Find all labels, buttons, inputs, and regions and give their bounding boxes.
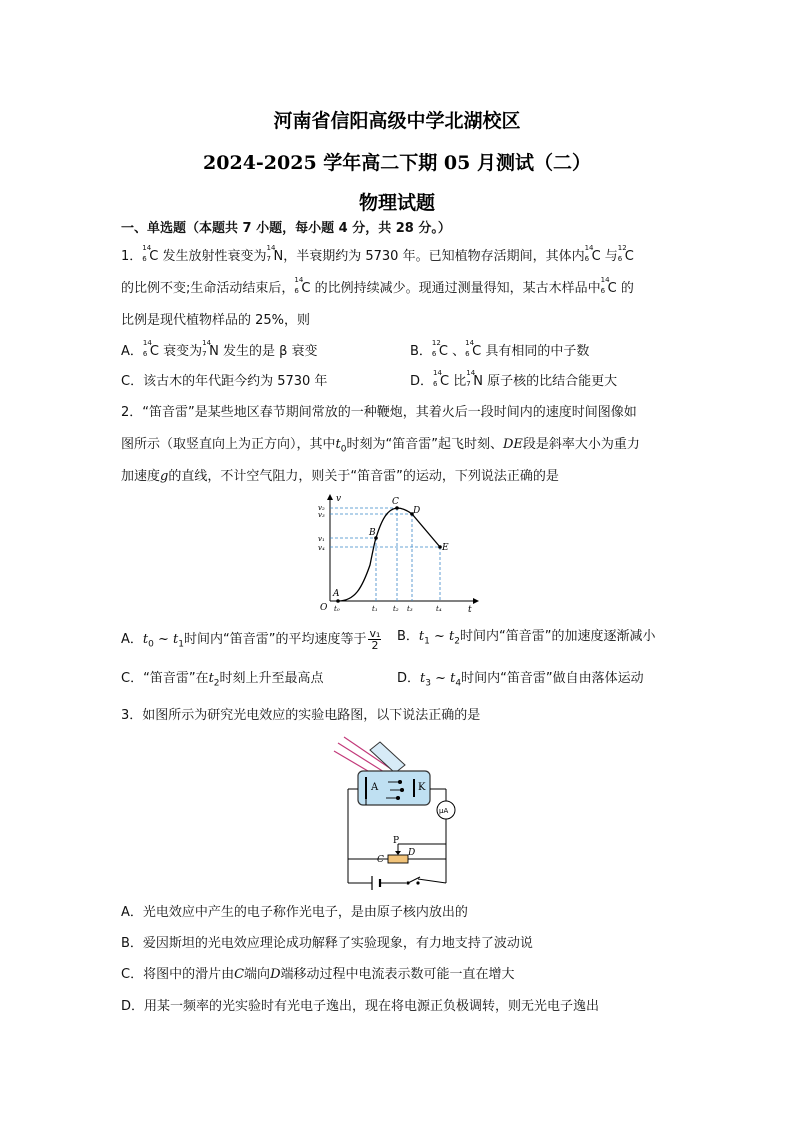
q3-option-b[interactable]: B．爱因斯坦的光电效应理论成功解释了实验现象，有力地支持了波动说	[121, 936, 533, 951]
subject-title: 物理试题	[358, 192, 435, 214]
q3-option-d[interactable]: D．用某一频率的光实验时有光电子逸出，现在将电源正负极调转，则无光电子逸出	[121, 999, 600, 1014]
c14-isotope: 14 6	[142, 339, 152, 358]
n14-isotope: 14 7	[466, 369, 476, 388]
q1-text: N，半衰期约为 5730 年。已知植物存活期间，其体内	[273, 249, 585, 264]
xtick-t2: t₂	[393, 605, 399, 613]
ytick-v4: v₄	[318, 544, 325, 552]
q1-option-a[interactable]: A． 14 6 C 衰变为 14 7 N 发生的是 β 衰变	[121, 339, 318, 359]
switch-contact	[416, 881, 419, 884]
q1-text: C 的比例持续减少。现通过测量得知，某古木样品中	[301, 281, 601, 296]
q1-line3: 比例是现代植物样品的 25%，则	[121, 313, 311, 328]
q2-option-b[interactable]: B．$t_1$ ~ $t_2$时间内“笛音雷”的加速度逐渐减小	[397, 629, 656, 647]
xtick-t4: t₄	[436, 605, 442, 613]
cathode-label: K	[418, 782, 426, 793]
slider-arrow[interactable]	[395, 851, 401, 855]
xtick-t1: t₁	[372, 605, 378, 613]
q1-number: 1．	[121, 249, 143, 264]
exam-title: 2024-2025 学年高二下期 05 月测试（二）	[203, 152, 591, 174]
photoelectric-circuit-diagram	[330, 733, 470, 891]
xtick-t3: t₃	[407, 605, 413, 613]
point-c-label: C	[392, 497, 399, 507]
point-a-label: A	[333, 589, 340, 599]
q2-line1	[121, 404, 637, 422]
q1-line2	[121, 276, 634, 298]
school-title: 河南省信阳高级中学北湖校区	[273, 110, 521, 132]
q3-stem: 3．如图所示为研究光电效应的实验电路图，以下说法正确的是	[121, 708, 481, 723]
q2-line2: 图所示（取竖直向上为正方向），其中$t_0$时刻为“笛音雷”起飞时刻、DE段是斜率大小为重力	[121, 437, 640, 455]
velocity-time-graph	[300, 490, 490, 615]
fraction-v1-over-2: $\frac{\text{v₁}}{2}$	[369, 627, 381, 652]
q3-option-a[interactable]: A．光电效应中产生的电子称作光电子，是由原子核内放出的	[121, 905, 468, 920]
c14-isotope: 14 6	[433, 369, 442, 388]
c12-isotope: 12 6	[431, 339, 441, 358]
section-heading: 一、单选题（本题共 7 小题，每小题 4 分，共 28 分。）	[121, 221, 451, 236]
axis-v-label: v	[336, 494, 342, 504]
ytick-v2: v₂	[318, 504, 325, 512]
q2-number: 2．	[121, 405, 143, 420]
q1-option-d[interactable]: D． 14 6 C 比 14 7 N 原子核的比结合能更大	[410, 369, 618, 389]
c14-isotope: 14 6	[142, 244, 152, 263]
q2-option-c[interactable]: C．“笛音雷”在$t_2$时刻上升至最高点	[121, 671, 324, 689]
point-b-label: B	[369, 528, 376, 538]
ytick-v3: v₃	[318, 511, 325, 519]
point-e-label: E	[442, 543, 449, 553]
guide-lines	[330, 508, 440, 601]
anode-label: A	[371, 782, 379, 793]
q2-option-a[interactable]: A．$t_0$ ~ $t_1$时间内“笛音雷”的平均速度等于 $\frac{\text{v₁}}{2}$	[121, 627, 381, 652]
origin-label: O	[320, 603, 328, 613]
c12-isotope: 12 6	[617, 244, 627, 263]
c14-isotope: 14 6	[294, 276, 304, 295]
q1-text: 的比例不变;生命活动结束后，	[121, 281, 295, 296]
end-c-label: C	[377, 855, 384, 865]
q2-text: “笛音雷”是某些地区春节期间常放的一种鞭炮，其着火后一段时间内的速度时间图像如	[142, 405, 637, 420]
velocity-curve	[338, 508, 440, 601]
q1-text: C 发生放射性衰变为	[149, 249, 267, 264]
q1-text: C 与	[591, 249, 618, 264]
curve-points	[336, 506, 442, 603]
point-d-label: D	[413, 506, 421, 516]
c14-isotope: 14 6	[584, 244, 594, 263]
q1-text: C	[624, 249, 634, 264]
microammeter-label: μA	[439, 807, 449, 815]
q1-text: C 的	[607, 281, 634, 296]
q2-option-d[interactable]: D．$t_3$ ~ $t_4$时间内“笛音雷”做自由落体运动	[397, 671, 644, 689]
q1-option-b[interactable]: B． 12 6 C 、 14 6 C 具有相同的中子数	[410, 339, 590, 359]
q1-line1	[121, 244, 634, 266]
ytick-v1: v₁	[318, 535, 325, 543]
q3-option-c[interactable]: C．将图中的滑片由C端向D端移动过程中电流表示数可能一直在增大	[121, 967, 515, 982]
end-d-label: D	[408, 848, 416, 858]
c14-isotope: 14 6	[600, 276, 610, 295]
q1-option-c[interactable]: C．该古木的年代距今约为 5730 年	[121, 374, 328, 389]
xtick-t0: t₀	[334, 605, 340, 613]
c14-isotope: 14 6	[465, 339, 475, 358]
rheostat	[388, 855, 408, 863]
slider-label: P	[393, 836, 400, 846]
tube-window	[370, 742, 405, 773]
n14-isotope: 14 7	[202, 339, 212, 358]
q2-line3: 加速度g的直线，不计空气阻力，则关于“笛音雷”的运动，下列说法正确的是	[121, 469, 559, 484]
n14-isotope: 14 7	[266, 244, 276, 263]
axis-t-label: t	[468, 605, 472, 615]
